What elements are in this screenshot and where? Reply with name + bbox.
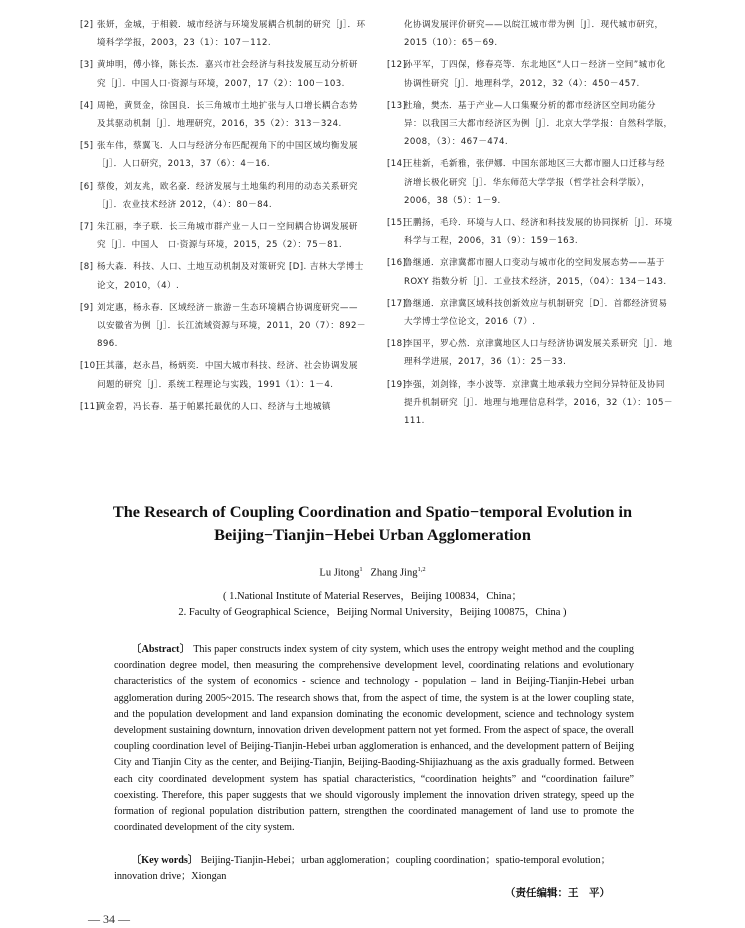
reference-text: 朱江丽，李子联．长三角城市群产业－人口－空间耦合协调发展研究［J］．中国人 口·资源与环境，2015，25（2）：75－81.	[97, 222, 358, 251]
affiliation-1: ( 1.National Institute of Material Reserves，Beijing 100834，China；	[223, 591, 522, 602]
reference-text: 蔡俊，刘友兆，欧名豪．经济发展与土地集约利用的动态关系研究［J］．农业技术经济 2012，（4）：80－84.	[97, 181, 358, 210]
responsible-editor: （责任编辑：王 平）	[505, 887, 610, 899]
reference-number: [15]	[387, 218, 407, 229]
reference-item	[387, 295, 673, 331]
reference-text: 王桂新，毛新雅，张伊娜．中国东部地区三大都市圈人口迁移与经济增长极化研究［J］．华东师范大学学报（哲学社会科学版），2006，38（5）：1－9.	[404, 159, 665, 206]
keywords-text: Beijing-Tianjin-Hebei；urban agglomeration；coupling coordination；spatio-temporal evolution；innovation drive；Xiongan	[114, 855, 611, 883]
author-1: Lu Jitong	[319, 567, 360, 579]
reference-number: [12]	[387, 60, 407, 71]
reference-number: [17]	[387, 298, 407, 309]
reference-item	[80, 178, 366, 214]
references-left-column	[80, 16, 366, 420]
reference-text: 张车伟，蔡翼飞．人口与经济分布匹配视角下的中国区域均衡发展［J］．人口研究，2013，37（6）：4－16.	[97, 141, 358, 170]
references-right-column	[387, 16, 673, 434]
reference-item	[80, 398, 366, 416]
reference-text: 化协调发展评价研究——以皖江城市带为例［J］．现代城市研究，2015（10）：65－69.	[404, 20, 664, 49]
reference-item	[80, 299, 366, 354]
authors	[60, 566, 685, 579]
reference-item	[80, 56, 366, 92]
reference-item	[387, 155, 673, 210]
reference-item	[387, 56, 673, 92]
reference-number: [11]	[80, 401, 100, 412]
reference-item	[80, 16, 366, 52]
reference-number: [19]	[387, 379, 407, 390]
reference-number: [13]	[387, 100, 407, 111]
reference-item	[387, 214, 673, 250]
reference-item	[80, 137, 366, 173]
reference-number: [10]	[80, 361, 100, 372]
reference-text: 杨大森．科技、人口、土地互动机制及对策研究 [D]. 吉林大学博士论文，2010，（4）.	[97, 262, 364, 291]
reference-text: 鲁继通．京津冀区域科技创新效应与机制研究［D］．首都经济贸易大学博士学位论文，2016（7）.	[404, 298, 668, 328]
title-line-1: The Research of Coupling Coordination and Spatio−temporal Evolution in	[112, 502, 633, 521]
reference-number: [6]	[80, 181, 94, 192]
author-1-affiliation-mark: 1	[359, 566, 363, 573]
reference-item	[387, 254, 673, 290]
reference-text: 王其藩，赵永昌，杨炳奕．中国大城市科技、经济、社会协调发展问题的研究［J］．系统工程理论与实践，1991（1）：1－4.	[97, 361, 358, 390]
keywords-label: 〔Key words〕	[131, 855, 199, 866]
reference-text: 王鹏扬，毛玲．环境与人口、经济和科技发展的协同探析［J］．环境科学与工程，2006，31（9）：159－163.	[404, 218, 673, 247]
reference-number: [2]	[80, 20, 94, 30]
abstract-label: 〔Abstract〕	[131, 644, 191, 655]
reference-number: [14]	[387, 159, 407, 170]
reference-number: [4]	[80, 100, 94, 111]
reference-item	[80, 97, 366, 133]
reference-number: [9]	[80, 302, 94, 313]
english-title	[60, 500, 685, 546]
reference-item	[387, 97, 673, 152]
reference-text: 杜瑜，樊杰．基于产业—人口集聚分析的都市经济区空间功能分异：以我国三大都市经济区为例［J］．北京大学学报：自然科学版，2008，（3）：467－474.	[404, 100, 673, 148]
reference-text: 黄坤明，傅小锋，陈长杰．嘉兴市社会经济与科技发展互动分析研究［J］．中国人口·资源与环境，2007，17（2）：100－103.	[97, 60, 358, 89]
abstract-text: This paper constructs index system of city system, which uses the entropy weight method and the coupling coordination degree model, then measuring the comprehensive development level, coordinating relations and evolutionary characteristics of the system of economics - science and technology - population – land in Beijing-Tianjin-Hebei urban agglomeration during 2005~2015. The research shows that, from the aspect of time, the system is at the lower coupling state, and the population development and land expansion dominating the economic development, science and technology system development sustaining downturn, innovation driven development pattern not yet formed. From the aspect of space, the overall coupling coordination level of Beijing-Tianjin-Hebei urban agglomeration is enhanced, and the development pattern of Beijing City and Tianjin City as the center, and Beijing-Tianjin, Beijing-Baoding-Shijiazhuang as the axis gradually formed. Between each city coordinated development system has spatial characteristics, “coordination heights” and “coordination failure” coexisting. Therefore, this paper suggests that we should vigorously implement the innovation driven strategy, speed up the formation of regional population distribution pattern, strengthen the coordinated management of land use to promote the coordinated development of the city system.	[114, 644, 634, 834]
reference-number: [16]	[387, 258, 407, 269]
reference-text: 鲁继通．京津冀都市圈人口变动与城市化的空间发展态势——基于 ROXY 指数分析［J］．工业技术经济，2015，（04）：134－143.	[404, 258, 667, 287]
reference-item	[387, 16, 673, 52]
author-2: Zhang Jing	[370, 567, 418, 579]
reference-item	[80, 218, 366, 254]
page-number: — 34 —	[88, 912, 130, 926]
reference-number: [8]	[80, 262, 94, 273]
reference-item	[387, 376, 673, 431]
reference-number: [18]	[387, 339, 407, 350]
keywords	[114, 853, 634, 885]
reference-text: 黄金碧，冯长春．基于帕累托最优的人口、经济与土地城镇	[97, 401, 331, 412]
reference-text: 周艳，黄贤金，徐国良．长三角城市土地扩张与人口增长耦合态势及其驱动机制［J］．地理研究，2016，35（2）：313－324.	[97, 100, 358, 130]
reference-number: [5]	[80, 141, 94, 152]
author-2-affiliation-mark: 1,2	[417, 566, 426, 573]
title-line-2: Beijing−Tianjin−Hebei Urban Agglomeration	[214, 525, 531, 544]
affiliation-2: 2. Faculty of Geographical Science，Beijing Normal University，Beijing 100875，China )	[178, 607, 567, 618]
reference-number: [3]	[80, 60, 94, 71]
reference-item	[387, 335, 673, 371]
reference-item	[80, 258, 366, 294]
reference-text: 李国平，罗心然．京津冀地区人口与经济协调发展关系研究［J］．地理科学进展，2017，36（1）：25－33.	[404, 339, 673, 368]
reference-text: 孙平军，丁四保，修春亮等．东北地区“人口－经济－空间”城市化协调性研究［J］．地理科学，2012，32（4）：450－457.	[404, 60, 666, 89]
reference-text: 李强，刘剑锋，李小波等．京津冀土地承载力空间分异特征及协同提升机制研究［J］．地理与地理信息科学，2016，32（1）：105－111.	[404, 379, 673, 427]
abstract	[114, 642, 634, 836]
reference-item	[80, 357, 366, 393]
reference-text: 张妍，金城，于相毅．城市经济与环境发展耦合机制的研究［J］．环境科学学报，2003，23（1）：107－112.	[97, 20, 366, 49]
reference-text: 刘定惠，杨永春．区域经济－旅游－生态环境耦合协调度研究——以安徽省为例［J］．长江流域资源与环境，2011，20（7）：892－896.	[97, 302, 366, 350]
reference-number: [7]	[80, 222, 94, 233]
